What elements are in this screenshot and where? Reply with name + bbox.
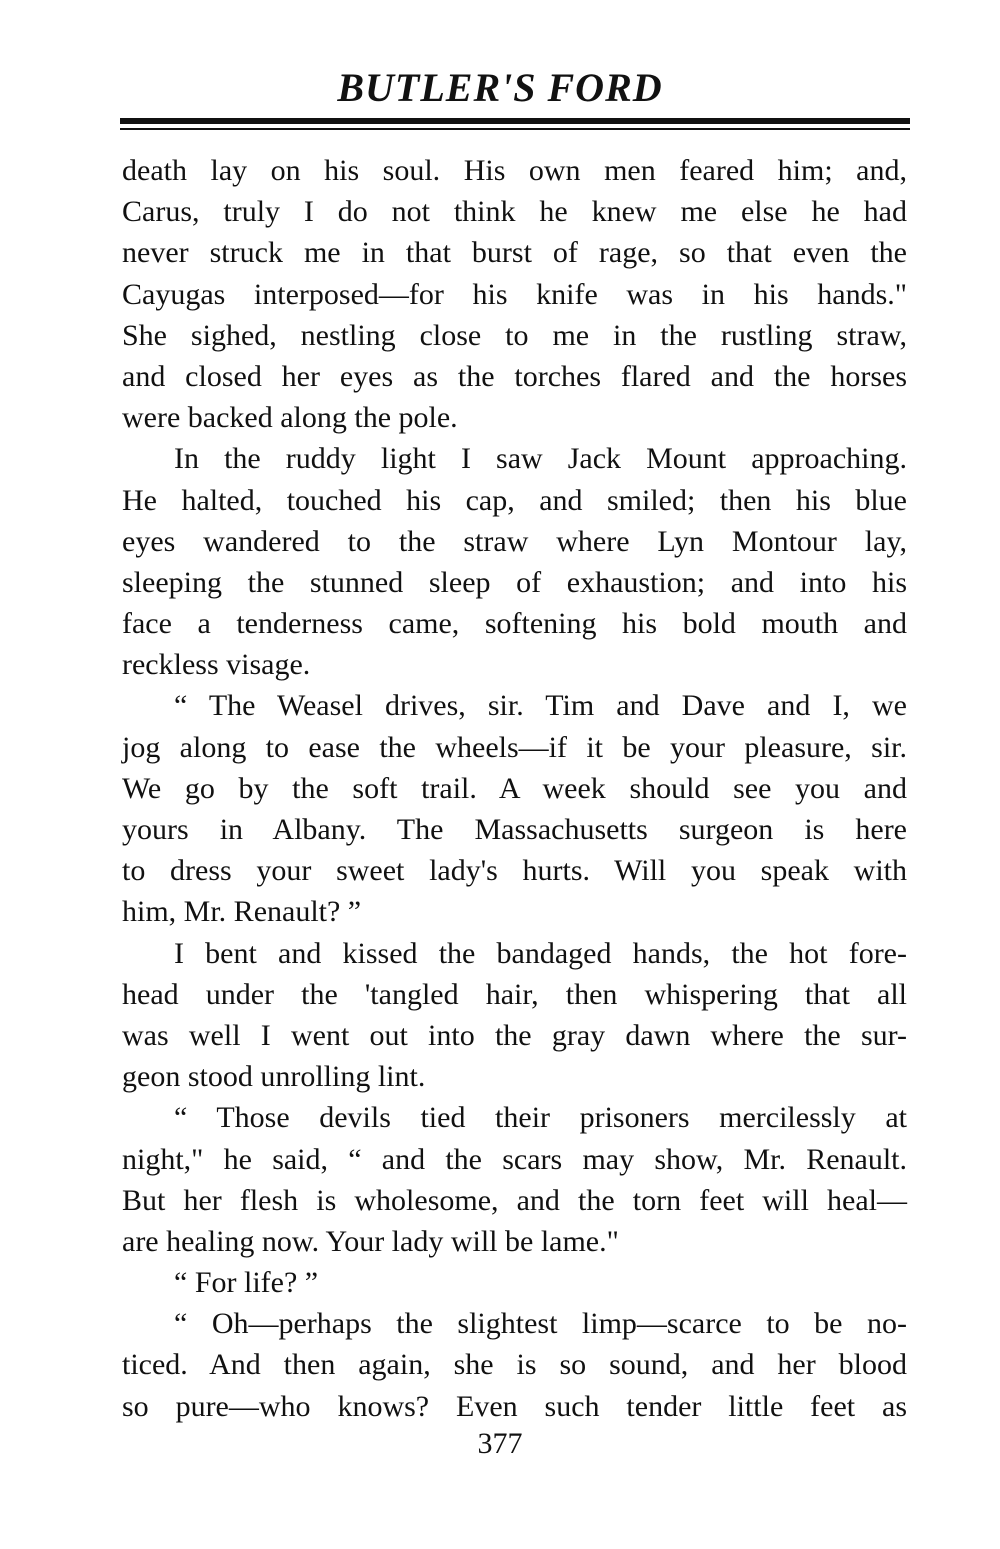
- page-number: 377: [477, 1427, 523, 1460]
- text-line: “ Those devils tied their prisoners mercilessly at: [174, 1101, 907, 1135]
- text-line: In the ruddy light I saw Jack Mount approaching.: [174, 442, 907, 476]
- text-line: Carus, truly I do not think he knew me else he had: [122, 195, 907, 229]
- text-line: reckless visage.: [122, 648, 311, 682]
- running-title: BUTLER'S FORD: [337, 65, 663, 110]
- text-line: death lay on his soul. His own men feared him; and,: [122, 154, 907, 187]
- text-line: face a tenderness came, softening his bold mouth and: [122, 607, 907, 641]
- text-line: eyes wandered to the straw where Lyn Montour lay,: [122, 524, 907, 558]
- text-line: and closed her eyes as the torches flared and the horses: [122, 359, 907, 393]
- body-text: [122, 150, 907, 1427]
- text-line: sleeping the stunned sleep of exhaustion; and into his: [122, 565, 907, 599]
- text-line: so pure—who knows? Even such tender little feet as: [122, 1389, 907, 1423]
- text-line: were backed along the pole.: [122, 401, 458, 435]
- text-line: him, Mr. Renault? ”: [122, 895, 362, 929]
- text-line: yours in Albany. The Massachusetts surgeon is here: [122, 813, 907, 846]
- text-line: We go by the soft trail. A week should see you and: [122, 771, 907, 805]
- text-line: never struck me in that burst of rage, so that even the: [122, 236, 907, 270]
- text-line: geon stood unrolling lint.: [122, 1060, 426, 1094]
- text-line: head under the 'tangled hair, then whispering that all: [122, 977, 907, 1011]
- header-rule-thick: [120, 118, 910, 124]
- text-line: was well I went out into the gray dawn where the sur-: [122, 1018, 907, 1052]
- text-line: night," he said, “ and the scars may show, Mr. Renault.: [122, 1142, 907, 1176]
- text-line: “ For life? ”: [174, 1266, 319, 1300]
- text-line: are healing now. Your lady will be lame.": [122, 1224, 619, 1258]
- text-line: He halted, touched his cap, and smiled; then his blue: [122, 483, 907, 517]
- text-line: “ Oh—perhaps the slightest limp—scarce to be no-: [174, 1307, 907, 1341]
- text-line: I bent and kissed the bandaged hands, the hot fore-: [174, 936, 907, 970]
- text-line: jog along to ease the wheels—if it be your pleasure, sir.: [122, 730, 907, 764]
- text-line: Cayugas interposed—for his knife was in his hands.": [122, 277, 907, 311]
- header-rule-thin: [120, 128, 910, 130]
- text-line: But her flesh is wholesome, and the torn feet will heal—: [122, 1183, 907, 1217]
- text-line: She sighed, nestling close to me in the rustling straw,: [122, 318, 907, 352]
- text-line: “ The Weasel drives, sir. Tim and Dave and I, we: [174, 689, 907, 723]
- text-line: to dress your sweet lady's hurts. Will you speak with: [122, 854, 907, 888]
- text-line: ticed. And then again, she is so sound, and her blood: [122, 1348, 907, 1382]
